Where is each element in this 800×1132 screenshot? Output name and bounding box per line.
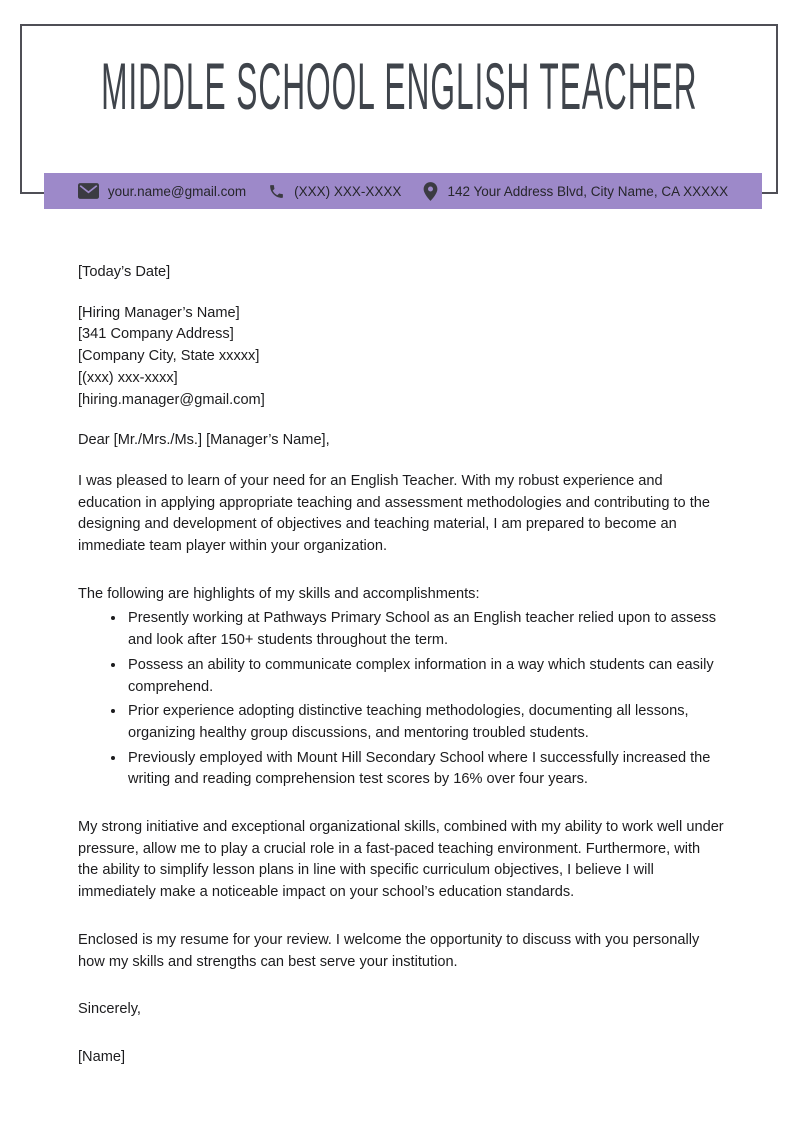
page-title: MIDDLE SCHOOL ENGLISH TEACHER [100,49,698,123]
recipient-line: [(xxx) xxx-xxxx] [78,369,178,386]
email-icon [78,183,99,199]
phone-icon [268,183,285,200]
enclosure-paragraph: Enclosed is my resume for your review. I welcome the opportunity to discuss with you personally how my skills and strengths can best serve your institution. [78,931,700,970]
highlight-item: • Presently working at Pathways Primary School as an English teacher relied upon to assess and look after 150+ students throughout the term. [126,608,724,651]
highlights-list [78,608,724,791]
highlights-intro: The following are highlights of my skills and accomplishments: [78,585,480,602]
recipient-line: [341 Company Address] [78,326,234,343]
contact-phone [268,183,401,200]
highlight-item: • Prior experience adopting distinctive teaching methodologies, documenting all lessons, organizing healthy group discussions, and mentoring troubled students. [126,701,724,744]
address-text: 142 Your Address Blvd, City Name, CA XXXXX [447,183,729,199]
closing: Sincerely, [78,1001,141,1018]
highlight-item: • Previously employed with Mount Hill Secondary School where I successfully increased the writing and reading comprehension test scores by 16% over four years. [126,748,724,791]
contact-address [423,182,728,201]
contact-email [78,183,246,199]
signature: [Name] [78,1048,126,1065]
email-text: your.name@gmail.com [107,183,247,199]
phone-text: (XXX) XXX-XXXX [294,183,402,199]
strengths-paragraph: My strong initiative and exceptional organizational skills, combined with my ability to work well under pressure, allow me to play a crucial role in a fast-paced teaching environment. Furthermore, with the ability to simplify lesson plans in line with specific curriculum objectives, I believe I will immediately make a noticeable impact on your school’s education standards. [78,819,724,901]
recipient-block [78,303,724,412]
recipient-line: [Hiring Manager’s Name] [78,304,240,321]
location-pin-icon [423,182,438,201]
letter-date: [Today’s Date] [78,264,171,280]
contact-bar [44,173,762,209]
recipient-line: [Company City, State xxxxx] [78,348,260,365]
intro-paragraph: I was pleased to learn of your need for an English Teacher. With my robust experience and education in applying appropriate teaching and assessment methodologies and contributing to the designing and development of objectives and teaching material, I am prepared to become an immediate team player within your organization. [78,472,711,555]
highlight-item: • Possess an ability to communicate complex information in a way which students can easily comprehend. [126,655,724,698]
header-box [20,24,778,194]
letter-body [78,262,724,1069]
recipient-line: [hiring.manager@gmail.com] [78,391,265,408]
salutation: Dear [Mr./Mrs./Ms.] [Manager’s Name], [78,432,330,449]
